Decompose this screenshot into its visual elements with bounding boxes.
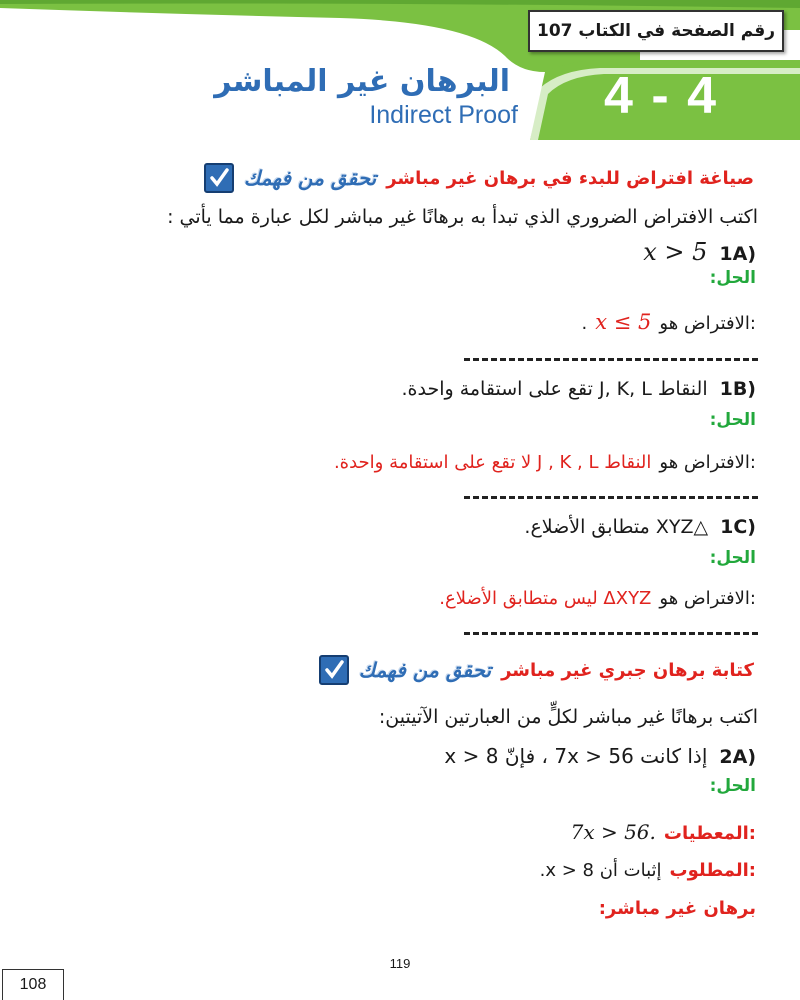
check-icon: [204, 163, 234, 193]
item-1c-assumption-answer: ΔXYZ ليس متطابق الأضلاع.: [439, 588, 652, 609]
item-1a-row: [643, 238, 756, 266]
divider: [464, 358, 758, 361]
item-1c-solution-label: الحل:: [709, 548, 756, 568]
item-1c-row: [524, 516, 756, 538]
assumption-prefix: الافتراض هو:: [659, 588, 756, 609]
item-1b-text: النقاط J, K, L تقع على استقامة واحدة.: [401, 378, 708, 400]
book-page-number: 108: [19, 976, 47, 993]
check-icon: [319, 655, 349, 685]
item-1a-assumption-math: x ≤ 5: [595, 310, 652, 334]
lesson-number: 4 - 4: [603, 67, 719, 125]
item-1c-label: 1C): [720, 516, 756, 538]
prove-value: إثبات أن x > 8.: [539, 860, 662, 881]
assumption-prefix: الافتراض هو:: [659, 313, 756, 334]
header-banner: [0, 0, 800, 140]
item-2a-prove: [540, 860, 756, 881]
item-1b-row: [401, 378, 756, 400]
section1-title: [204, 162, 754, 194]
item-1a-assumption: [582, 310, 756, 334]
item-1b-solution-label: الحل:: [709, 410, 756, 430]
section2-instruction: اكتب برهانًا غير مباشر لكلٍّ من العبارتين الآتيتين:: [378, 706, 758, 728]
page-ref-box: [528, 10, 784, 52]
divider: [464, 632, 758, 635]
item-2a-solution-label: الحل:: [709, 776, 756, 796]
page-ref-text: رقم الصفحة في الكتاب 107: [537, 21, 776, 41]
item-1a-solution-label: الحل:: [709, 268, 756, 288]
item-1b-assumption-answer: النقاط J , K , L لا تقع على استقامة واحدة.: [333, 452, 652, 473]
section2-subtitle: كتابة برهان جبري غير مباشر: [501, 659, 754, 681]
item-1a-period: .: [581, 313, 588, 334]
item-2a-given: [571, 820, 756, 844]
book-page-box: [2, 969, 64, 1000]
item-1a-math: x > 5: [643, 238, 708, 266]
prove-label: المطلوب:: [669, 860, 756, 881]
item-1c-assumption: [439, 588, 756, 609]
indirect-proof-label: برهان غير مباشر:: [598, 898, 756, 919]
lesson-title-en: Indirect Proof: [369, 101, 518, 129]
divider: [464, 496, 758, 499]
item-2a-label: 2A): [719, 746, 756, 768]
assumption-prefix: الافتراض هو:: [659, 452, 756, 473]
section1-subtitle: صياغة افتراض للبدء في برهان غير مباشر: [386, 167, 754, 189]
check-understanding-label: تحقق من فهمك: [358, 658, 492, 682]
item-2a-text: إذا كانت 7x > 56 ، فإنّ x > 8: [444, 744, 708, 768]
check-understanding-label: تحقق من فهمك: [243, 166, 377, 190]
section1-instruction: اكتب الافتراض الضروري الذي تبدأ به برهانًا غير مباشر لكل عبارة مما يأتي :: [167, 206, 758, 228]
item-1c-text: △XYZ متطابق الأضلاع.: [524, 516, 709, 538]
lesson-title-ar: البرهان غير المباشر: [214, 64, 510, 99]
item-2a-row: [444, 744, 756, 768]
given-value: 7x > 56.: [570, 820, 656, 844]
item-1b-assumption: [334, 452, 756, 473]
item-1a-label: 1A): [719, 243, 756, 265]
page-number: 119: [389, 956, 411, 971]
section2-title: [319, 654, 754, 686]
given-label: المعطيات:: [663, 823, 756, 844]
item-1b-label: 1B): [719, 378, 756, 400]
